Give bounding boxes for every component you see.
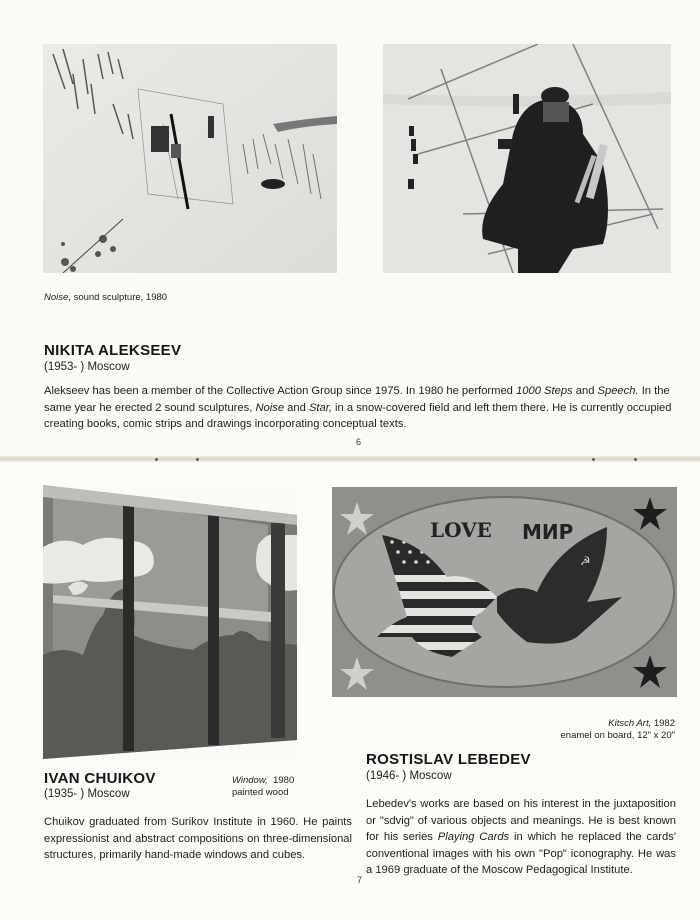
bio-text: in which he replaced the cards' conventional images with his own "Pop" iconography. He was a 1969 graduate of the Moscow Pedagogical Institute.: [366, 831, 676, 876]
bio-italic-title: 1000 Steps: [516, 385, 573, 397]
caption-year: 1982: [651, 718, 675, 729]
painted-text-mir: МИР: [522, 520, 574, 544]
artist-bio-chuikov: Chuikov graduated from Surikov Institute in 1960. He paints expressionist and abstract compositions on three-dimensional structures, primarily hand-made windows and cubes.: [44, 816, 352, 861]
artist-name-chuikov: IVAN CHUIKOV: [44, 770, 156, 787]
window-painting-photo: [43, 485, 297, 759]
artist-dates-lebedev: (1946- ) Moscow: [366, 770, 452, 782]
bio-italic-title: Star,: [308, 401, 332, 414]
performer-with-frame-photo: [383, 44, 671, 273]
kitsch-art-painting-photo: [332, 487, 677, 697]
page-number: 6: [356, 437, 362, 447]
bio-text: and: [284, 401, 309, 414]
window-caption: [232, 775, 294, 799]
staple-mark: [592, 458, 595, 461]
staple-mark: [634, 458, 637, 461]
artist-dates-chuikov: (1935- ) Moscow: [44, 788, 130, 800]
caption-medium: enamel on board, 12" x 20": [560, 730, 675, 741]
bio-text: Lebedev's works are based on his interest in the juxtaposition or "sdvig" of various objects and meanings. He is best known for his series: [366, 798, 676, 843]
bio-italic-title: Speech.: [597, 385, 639, 397]
caption-year: 1980: [267, 775, 295, 786]
page-fold-divider: [0, 456, 700, 462]
bio-italic-title: Noise: [255, 401, 285, 414]
artist-name-lebedev: ROSTISLAV LEBEDEV: [366, 751, 531, 768]
caption-medium: painted wood: [232, 787, 289, 798]
kitsch-art-caption: [480, 718, 675, 742]
noise-photo-caption: [44, 292, 167, 304]
painted-text-love: LOVE: [430, 518, 492, 542]
noise-sound-sculpture-photo: [43, 44, 337, 273]
staple-mark: [155, 458, 158, 461]
caption-title: Window,: [232, 775, 268, 786]
artist-bio-alekseev: [44, 383, 688, 433]
caption-details: , sound sculpture, 1980: [68, 292, 168, 303]
bio-text: Alekseev has been a member of the Collective Action Group since 1975. In 1980 he performed: [44, 385, 517, 397]
bio-text: in a snow-covered field and left them there. He is currently occupied creating books, comic strips and drawings incorporating conceptual texts.: [44, 401, 672, 430]
bio-text: and: [572, 385, 598, 397]
caption-title: Kitsch Art,: [608, 718, 652, 729]
bio-italic-title: Playing Cards: [437, 831, 510, 843]
artist-bio-lebedev: [366, 796, 676, 879]
bio-text: In the same year he erected 2 sound sculptures,: [44, 385, 670, 414]
svg-text:☭: ☭: [580, 554, 591, 568]
staple-mark: [196, 458, 199, 461]
artist-name-alekseev: NIKITA ALEKSEEV: [44, 342, 182, 359]
caption-title: Noise: [44, 292, 69, 303]
artist-dates-alekseev: (1953- ) Moscow: [44, 361, 130, 373]
page-number: 7: [357, 875, 363, 885]
